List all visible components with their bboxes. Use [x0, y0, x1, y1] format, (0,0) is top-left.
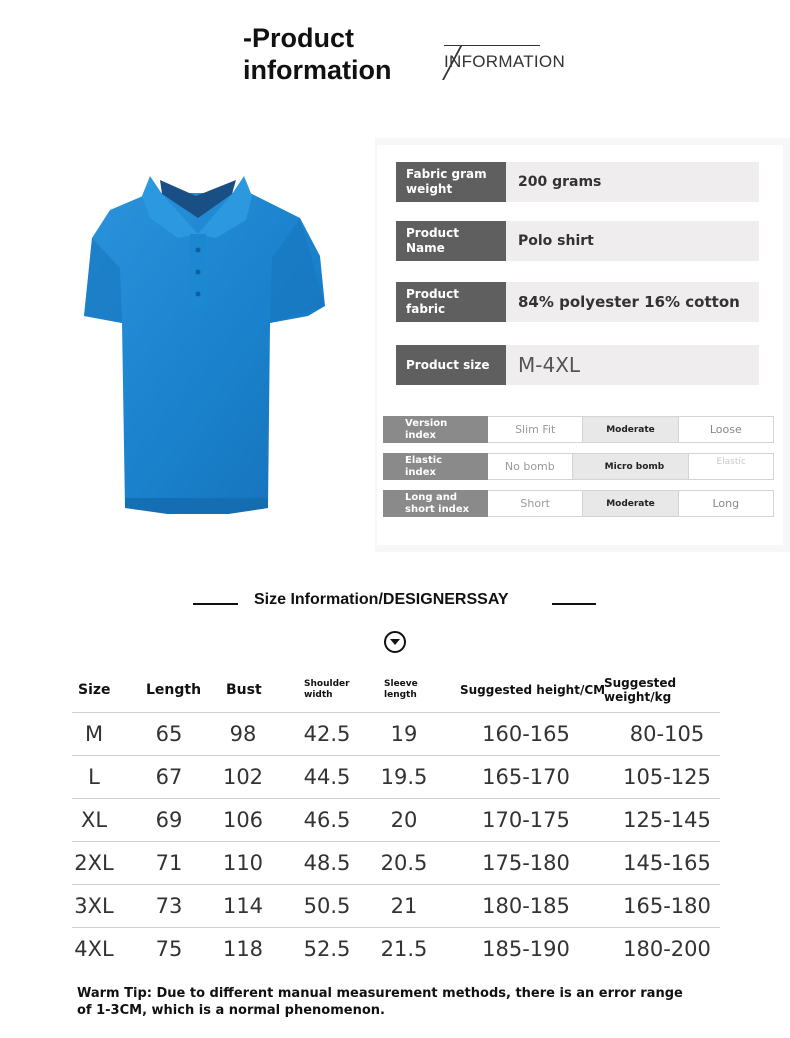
index-option: Elastic: [689, 453, 774, 480]
subtitle-dash: –: [526, 36, 534, 52]
spec-row-product-fabric: [396, 282, 759, 322]
index-option: No bomb: [488, 453, 573, 480]
size-info-heading: Size Information/DESIGNERSSAY: [254, 591, 509, 608]
cell-bust: 110: [222, 851, 264, 875]
index-row-version: [383, 416, 774, 443]
cell-weight: 80-105: [629, 722, 705, 746]
table-row: [72, 712, 720, 755]
index-option: Long: [679, 490, 774, 517]
index-option: Short: [488, 490, 583, 517]
cell-weight: 165-180: [623, 894, 711, 918]
cell-weight: 145-165: [623, 851, 711, 875]
column-header-suggested-weight: Suggested weight/kg: [604, 676, 677, 704]
cell-sleeve: 21.5: [380, 937, 428, 961]
cell-shoulder: 44.5: [303, 765, 351, 789]
column-header-suggested-height: Suggested height/CM: [460, 683, 606, 697]
title-line-1: -Product: [243, 23, 354, 53]
cell-length: 65: [155, 722, 183, 746]
cell-sleeve: 19: [390, 722, 418, 746]
chevron-circle-down-icon: [383, 630, 407, 654]
cell-height: 180-185: [482, 894, 570, 918]
cell-size: 3XL: [74, 894, 114, 918]
column-header-bust: Bust: [226, 682, 262, 698]
spec-row-product-name: [396, 221, 759, 261]
spec-value: 84% polyester 16% cotton: [506, 282, 759, 322]
table-row: [72, 884, 720, 927]
spec-value: 200 grams: [506, 162, 646, 202]
index-option-selected: Micro bomb: [573, 453, 690, 480]
spec-label: Product fabric: [396, 282, 506, 322]
heading-line-left: [193, 603, 238, 605]
cell-length: 71: [155, 851, 183, 875]
index-option: Loose: [679, 416, 774, 443]
cell-height: 170-175: [482, 808, 570, 832]
cell-sleeve: 20: [390, 808, 418, 832]
cell-bust: 102: [222, 765, 264, 789]
index-label: Elastic index: [383, 453, 488, 480]
cell-length: 73: [155, 894, 183, 918]
subtitle: INFORMATION: [444, 52, 566, 71]
cell-bust: 118: [222, 937, 264, 961]
polo-shirt-image: [0, 138, 375, 552]
cell-height: 185-190: [482, 937, 570, 961]
cell-bust: 106: [222, 808, 264, 832]
spec-value-filler: [646, 162, 759, 202]
product-image-area: [0, 138, 375, 552]
cell-shoulder: 42.5: [303, 722, 351, 746]
spec-row-fabric-weight: [396, 162, 759, 202]
column-header-sleeve-length: Sleeve length: [384, 679, 418, 700]
cell-size: L: [88, 765, 100, 789]
index-row-elastic: [383, 453, 774, 480]
cell-height: 160-165: [482, 722, 570, 746]
table-row: [72, 927, 720, 970]
cell-bust: 114: [222, 894, 264, 918]
cell-sleeve: 19.5: [380, 765, 428, 789]
heading-line-right: [552, 603, 596, 605]
index-row-length: [383, 490, 774, 517]
cell-size: 4XL: [74, 937, 114, 961]
cell-size: M: [84, 722, 104, 746]
cell-shoulder: 50.5: [303, 894, 351, 918]
spec-row-product-size: [396, 345, 759, 385]
index-option-selected: Moderate: [583, 416, 678, 443]
table-row: [72, 798, 720, 841]
spec-label: Product size: [396, 345, 506, 385]
column-header-shoulder-width: Shoulder width: [304, 679, 350, 700]
index-label: Version index: [383, 416, 488, 443]
cell-shoulder: 46.5: [303, 808, 351, 832]
cell-length: 75: [155, 937, 183, 961]
warm-tip: Warm Tip: Due to different manual measurement methods, there is an error range of 1-3CM, which is a normal phenomenon.: [77, 986, 683, 1018]
spec-value: M-4XL: [506, 345, 759, 385]
cell-size: XL: [80, 808, 108, 832]
cell-weight: 180-200: [623, 937, 711, 961]
cell-length: 67: [155, 765, 183, 789]
cell-sleeve: 21: [390, 894, 418, 918]
spec-label: Fabric gram weight: [396, 162, 506, 202]
cell-weight: 125-145: [623, 808, 711, 832]
title-line-2: information: [243, 55, 392, 85]
column-header-length: Length: [146, 682, 202, 698]
table-row: [72, 841, 720, 884]
spec-value: Polo shirt: [506, 221, 759, 261]
index-option-selected: Moderate: [583, 490, 678, 517]
page-title: [243, 22, 392, 86]
cell-size: 2XL: [74, 851, 114, 875]
subtitle-block: [428, 36, 578, 80]
table-row: [72, 755, 720, 798]
cell-bust: 98: [229, 722, 257, 746]
cell-height: 165-170: [482, 765, 570, 789]
cell-height: 175-180: [482, 851, 570, 875]
cell-shoulder: 48.5: [303, 851, 351, 875]
index-option: Slim Fit: [488, 416, 583, 443]
index-label: Long and short index: [383, 490, 488, 517]
cell-shoulder: 52.5: [303, 937, 351, 961]
spec-label: Product Name: [396, 221, 506, 261]
cell-sleeve: 20.5: [380, 851, 428, 875]
cell-weight: 105-125: [623, 765, 711, 789]
column-header-size: Size: [78, 682, 111, 698]
cell-length: 69: [155, 808, 183, 832]
